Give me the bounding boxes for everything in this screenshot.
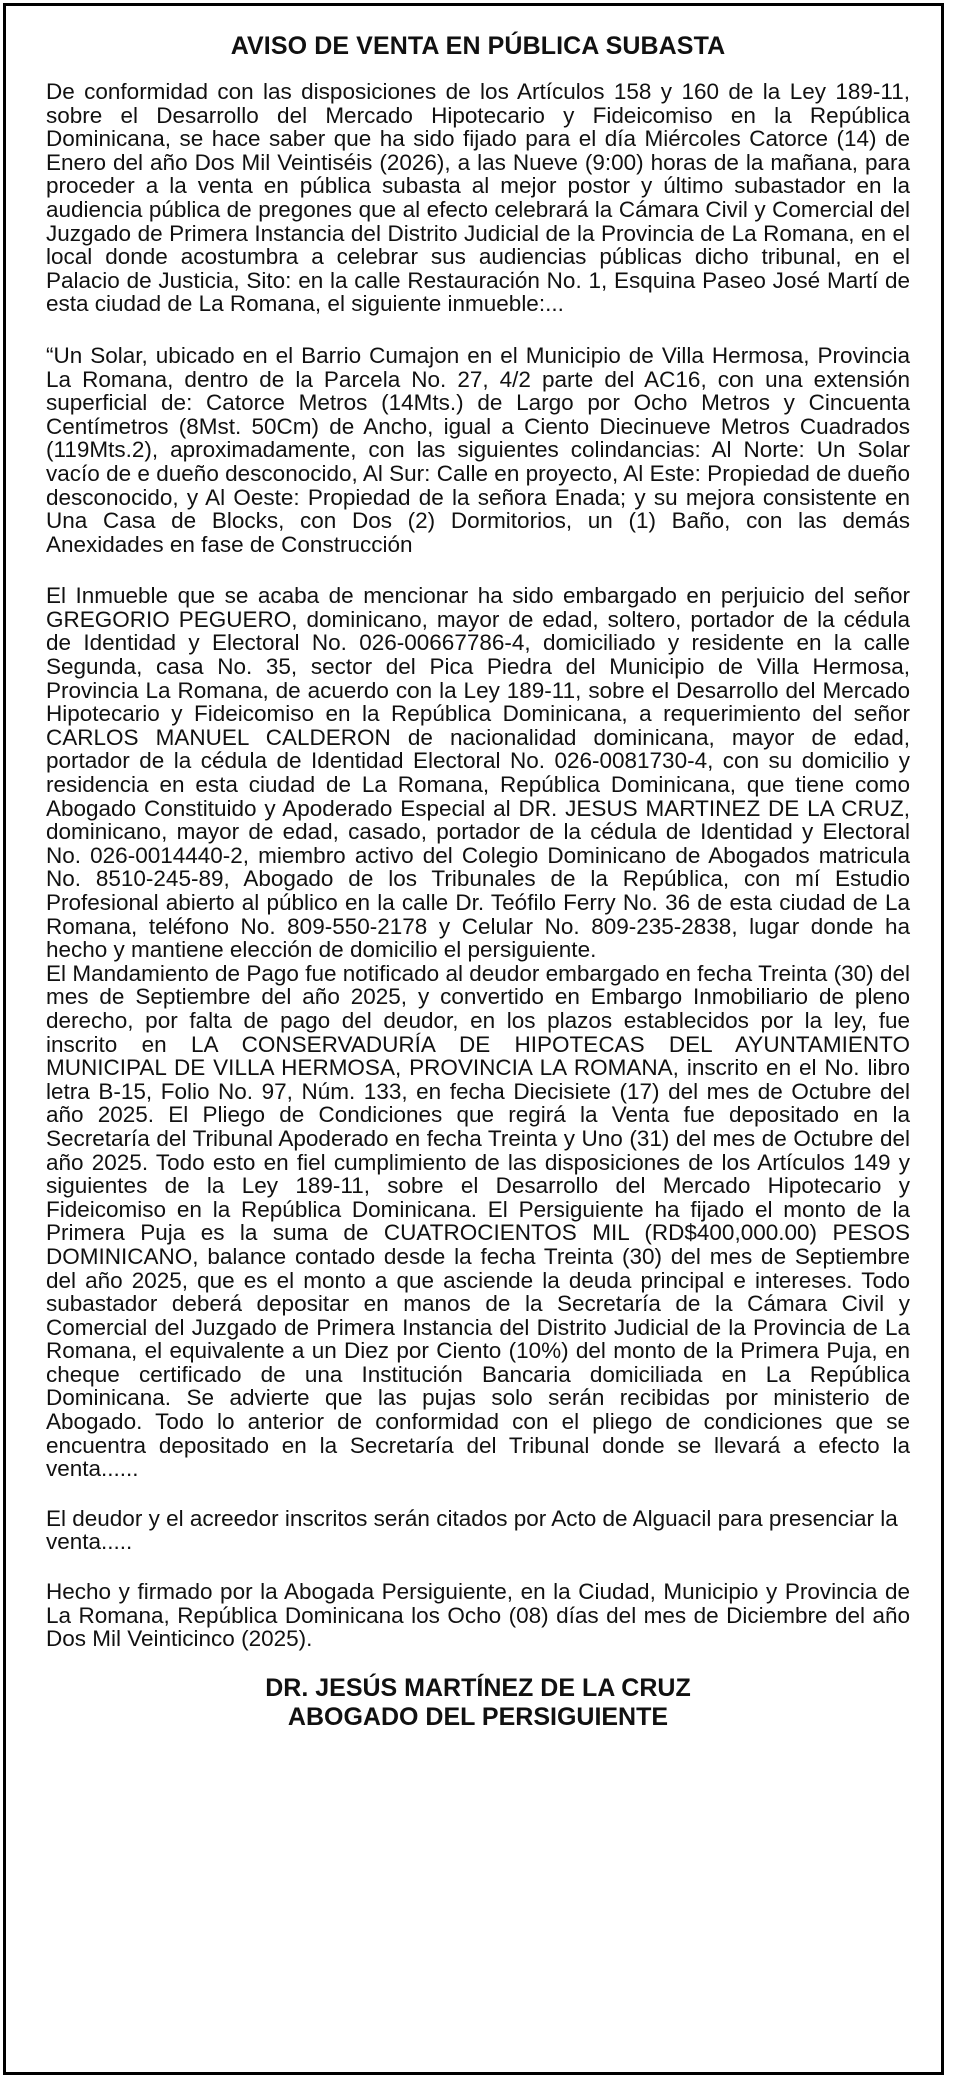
signature-name: DR. JESÚS MARTÍNEZ DE LA CRUZ [265,1673,691,1702]
paragraph-seizure-parties: El Inmueble que se acaba de mencionar ha sido embargado en perjuicio del señor GREGORIO PEGUERO, dominicano, mayor de edad, soltero, portador de la cédula de Identidad y Electoral No. 026-00667786-4, domiciliado y residente en la calle Segunda, casa No. 35, sector del Pica Piedra del Municipio de Villa Hermosa, Provincia La Romana, de acuerdo con la Ley 189-11, sobre el Desarrollo del Mercado Hipotecario y Fideicomiso en la República Dominicana, a requerimiento del señor CARLOS MANUEL CALDERON de nacionalidad dominicana, mayor de edad, portador de la cédula de Identidad Electoral No. 026-0081730-4, con su domicilio y residencia en esta ciudad de La Romana, República Dominicana, que tiene como Abogado Constituido y Apoderado Especial al DR. JESUS MARTINEZ DE LA CRUZ, dominicano, mayor de edad, casado, portador de la cédula de Identidad y Electoral No. 026-0014440-2, miembro activo del Colegio Dominicano de Abogados matricula No. 8510-245-89, Abogado de los Tribunales de la República, con mí Estudio Profesional abierto al público en la calle Dr. Teófilo Ferry No. 36 de esta ciudad de La Romana, teléfono No. 809-550-2178 y Celular No. 809-235-2838, lugar donde ha hecho y mantiene elección de domicilio el persiguiente. [46,583,910,963]
signature-block [46,1674,910,1732]
notice-content [46,28,910,1732]
paragraph-citation: El deudor y el acreedor inscritos serán citados por Acto de Alguacil para presenciar la [46,1505,898,1531]
signature-role: ABOGADO DEL PERSIGUIENTE [287,1702,669,1731]
paragraph-property-description: “Un Solar, ubicado en el Barrio Cumajon en el Municipio de Villa Hermosa, Provincia La Romana, dentro de la Parcela No. 27, 4/2 parte del AC16, con una extensión superficial de: Catorce Metros (14Mts.) de Largo por Ocho Metros y Cincuenta Centímetros (8Mst. 50Cm) de Ancho, igual a Ciento Diecinueve Metros Cuadrados (119Mts.2), aproximadamente, con las siguientes colindancias: Al Norte: Un Solar vacío de e dueño desconocido, Al Sur: Calle en proyecto, Al Este: Propiedad de dueño desconocido, y Al Oeste: Propiedad de la señora Enada; y su mejora consistente en Una Casa de Blocks, con Dos (2) Dormitorios, un (1) Baño, con las demás Anexidades en fase de Construcción [46,342,910,557]
paragraph-auction-date: De conformidad con las disposiciones de los Artículos 158 y 160 de la Ley 189-11, sobre el Desarrollo del Mercado Hipotecario y Fideicomiso en la República Dominicana, se hace saber que ha sido fijado para el día Miércoles Catorce (14) de Enero del año Dos Mil Veintiséis (2026), a las Nueve (9:00) horas de la mañana, para proceder a la venta en pública subasta al mejor postor y último subastador en la audiencia pública de pregones que al efecto celebrará la Cámara Civil y Comercial del Juzgado de Primera Instancia del Distrito Judicial de la Provincia de La Romana, en el local donde acostumbra a celebrar sus audiencias públicas dicho tribunal, en el Palacio de Justicia, Sito: en la calle Restauración No. 1, Esquina Paseo José Martí de esta ciudad de La Romana, el siguiente inmueble:... [46,79,910,317]
paragraph-signed-date: Hecho y firmado por la Abogada Persiguiente, en la Ciudad, Municipio y Provincia de La Romana, República Dominicana los Ocho (08) días del mes de Diciembre del año Dos Mil Veinticinco (2025). [46,1579,910,1652]
paragraph-payment-conditions: El Mandamiento de Pago fue notificado al deudor embargado en fecha Treinta (30) del mes de Septiembre del año 2025, y convertido en Embargo Inmobiliario de pleno derecho, por falta de pago del deudor, en los plazos establecidos por la ley, fue inscrito en LA CONSERVADURÍA DE HIPOTECAS DEL AYUNTAMIENTO MUNICIPAL DE VILLA HERMOSA, PROVINCIA LA ROMANA, inscrito en el No. libro letra B-15, Folio No. 97, Núm. 133, en fecha Diecisiete (17) del mes de Octubre del año 2025. El Pliego de Condiciones que regirá la Venta fue depositado en la Secretaría del Tribunal Apoderado en fecha Treinta y Uno (31) del mes de Octubre del año 2025. Todo esto en fiel cumplimiento de las disposiciones de los Artículos 149 y siguientes de la Ley 189-11, sobre el Desarrollo del Mercado Hipotecario y Fideicomiso en la República Dominicana. El Persiguiente ha fijado el monto de la Primera Puja es la suma de CUATROCIENTOS MIL (RD$400,000.00) PESOS DOMINICANO, balance contado desde la fecha Treinta (30) del mes de Septiembre del año 2025, que es el monto a que asciende la deuda principal e intereses. Todo subastador deberá depositar en manos de la Secretaría de la Cámara Civil y Comercial del Juzgado de Primera Instancia del Distrito Judicial de la Provincia de La Romana, el equivalente a un Diez por Ciento (10%) del monto de la Primera Puja, en cheque certificado de una Institución Bancaria domiciliada en La República Dominicana. Se advierte que las pujas solo serán recibidas por ministerio de Abogado. Todo lo anterior de conformidad con el pliego de condiciones que se encuentra depositado en la Secretaría del Tribunal donde se llevará a efecto la venta...... [46,960,910,1482]
notice-title: AVISO DE VENTA EN PÚBLICA SUBASTA [230,32,726,60]
paragraph-citation-end: venta..... [46,1529,133,1555]
notice-frame [3,3,944,2075]
